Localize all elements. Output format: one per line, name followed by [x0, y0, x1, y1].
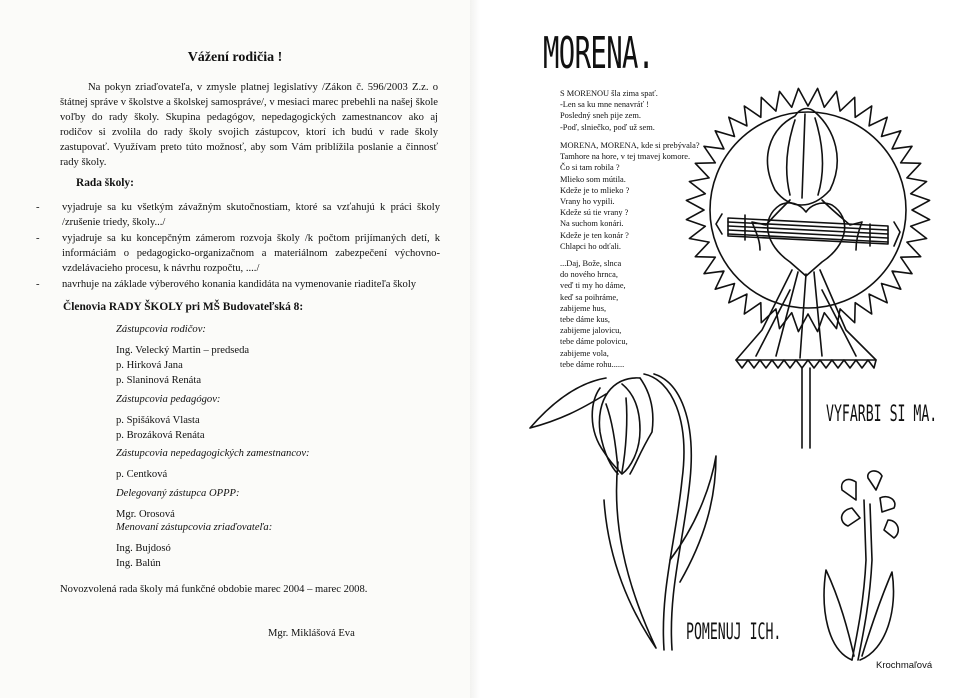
rada-heading: Rada školy:: [76, 177, 134, 189]
caption-color-me: VYFARBI SI MA.: [826, 402, 938, 427]
poem-line: zabijeme hus,: [560, 303, 607, 313]
poem-line: ...Daj, Bože, slnca: [560, 259, 622, 268]
morena-doll-icon: [716, 109, 900, 448]
poem-line: tebe dáme kus,: [560, 315, 611, 325]
poem-line: Čo si tam robila ?: [560, 163, 620, 173]
poem-line: -Len sa ku mne nenavráť !: [560, 100, 649, 110]
duty-item: - navrhuje na základe výberového konania kandidáta na vymenovanie riaditeľa školy: [36, 277, 440, 292]
poem-line: -Poď, slniečko, poď už sem.: [560, 122, 655, 132]
caption-name-them: POMENUJ ICH.: [686, 620, 782, 645]
member-name: Ing. Balún: [116, 558, 161, 569]
poem-line: Na suchom konári.: [560, 219, 624, 229]
member-name: p. Brozáková Renáta: [116, 430, 205, 441]
poem-line: do nového hrnca,: [560, 270, 618, 280]
snowdrop-flower-icon: [530, 374, 716, 650]
poem-line: zabijeme vola,: [560, 348, 609, 358]
poem-line: Vrany ho vypili.: [560, 197, 615, 207]
poem-line: keď sa poihráme,: [560, 292, 619, 302]
poem-line: Posledný sneh pije zem.: [560, 111, 641, 121]
poem-line: veď ti my ho dáme,: [560, 281, 626, 291]
member-name: p. Centková: [116, 469, 168, 480]
poem-line: S MORENOU šla zima spať.: [560, 89, 658, 98]
term-note: Novozvolená rada školy má funkčné obdobie marec 2004 – marec 2008.: [60, 584, 368, 595]
poem-line: zabijeme jalovicu,: [560, 326, 622, 336]
poem-line: tebe dáme polovicu,: [560, 337, 628, 347]
group-heading: Zástupcovia pedagógov:: [116, 394, 221, 405]
poem-line: Chlapci ho odťali.: [560, 241, 622, 251]
member-name: Ing. Velecký Martin – predseda: [116, 345, 250, 356]
member-name: Ing. Bujdosó: [116, 543, 171, 554]
intro-paragraph: Na pokyn zriaďovateľa, v zmysle platnej legislatívy /Zákon č. 596/2003 Z.z. o štátnej správe v školstve a školskej samospráve/, v mesiaci marec prebehli na našej škole voľby do rady školy. Skupina pedagógov, nepedagogických zamestnancov ako aj rodičov si zvolila do rady školy svojich zástupcov, ktorí ich budú v rade školy zastupovať. Využívam preto túto možnosť, aby som Vám priblížila poslanie a činnosť rady školy.: [60, 82, 438, 168]
poem-title: MORENA.: [543, 28, 654, 79]
group-heading: Delegovaný zástupca OPPP:: [116, 488, 240, 499]
poem-line: Mlieko som mútila.: [560, 174, 626, 184]
poem-line: Kdeže je to mlieko ?: [560, 185, 630, 195]
lungwort-flower-icon: [824, 471, 898, 660]
duty-item: - vyjadruje sa ku všetkým závažným skutočnostiam, ktoré sa vzťahujú k práci školy /zrušenie triedy, školy.../: [36, 200, 440, 230]
member-name: p. Slaninová Renáta: [116, 375, 202, 386]
poem-stanza: [560, 258, 628, 370]
poem-stanza: [560, 88, 658, 133]
letter-title: Vážení rodičia !: [187, 50, 283, 65]
poem-stanza: [560, 140, 700, 252]
group-heading: Zástupcovia rodičov:: [116, 324, 206, 335]
poem-line: MORENA, MORENA, kde si prebývala?: [560, 141, 700, 150]
member-name: p. Spišáková Vlasta: [116, 415, 200, 426]
poem-line: tebe dáme rohu......: [560, 359, 625, 369]
members-heading: Členovia RADY ŠKOLY pri MŠ Budovateľská 8:: [63, 301, 304, 313]
poem-line: Kdeže sú tie vrany ?: [560, 208, 629, 218]
group-heading: Menovaní zástupcovia zriaďovateľa:: [116, 522, 273, 533]
group-heading: Zástupcovia nepedagogických zamestnancov:: [116, 448, 310, 459]
illustration-author: Krochmaľová: [876, 660, 933, 671]
poem-line: Tamhore na hore, v tej tmavej komore.: [560, 152, 691, 162]
member-name: p. Hirková Jana: [116, 360, 183, 371]
member-name: Mgr. Orosová: [116, 509, 175, 520]
duty-item: - vyjadruje sa ku koncepčným zámerom rozvoja školy /k počtom prijímaných detí, k informáciám o pedagogicko-organizačnom a materiálnom zabezpečení výchovno-vzdelávacieho procesu, k návrhu rozpočtu, ..../: [36, 231, 440, 276]
signature: Mgr. Miklášová Eva: [268, 628, 355, 639]
poem-line: Kdeže je ten konár ?: [560, 230, 629, 240]
